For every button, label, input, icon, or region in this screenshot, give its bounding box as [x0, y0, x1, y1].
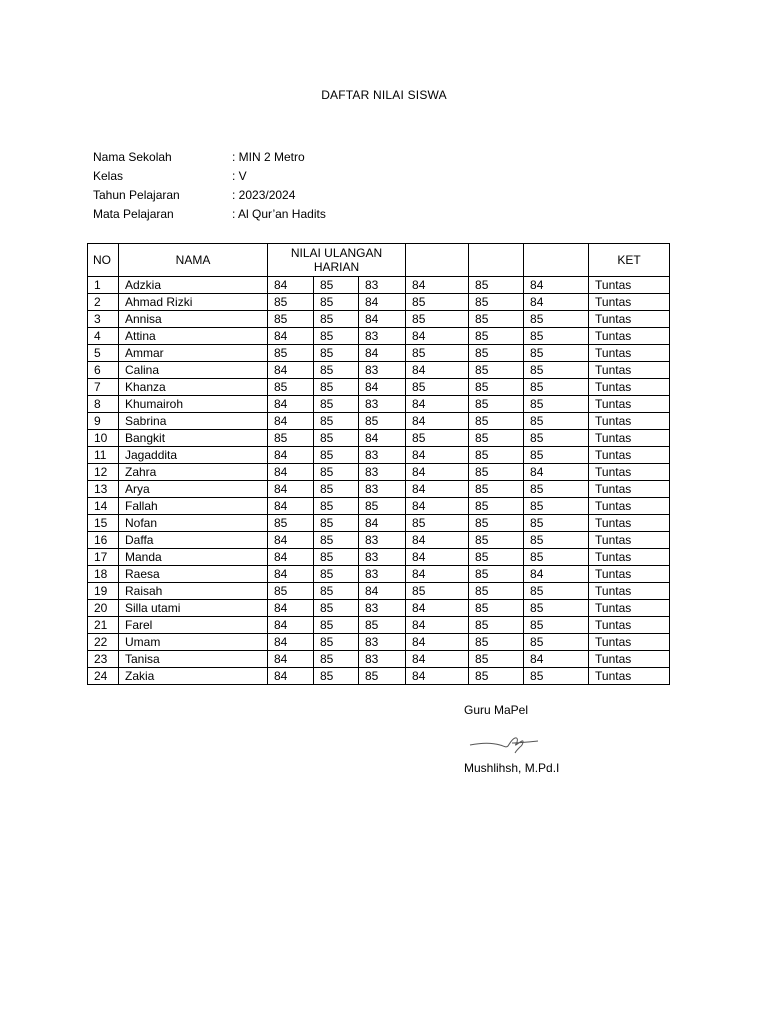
student-name-cell: Adzkia — [119, 277, 268, 294]
row-number-cell: 16 — [88, 532, 119, 549]
row-number-cell: 5 — [88, 345, 119, 362]
row-number-cell: 1 — [88, 277, 119, 294]
student-name-cell: Tanisa — [119, 651, 268, 668]
score-4-cell: 84 — [406, 413, 469, 430]
score-1-cell: 85 — [268, 583, 314, 600]
score-1-cell: 84 — [268, 362, 314, 379]
status-cell: Tuntas — [589, 379, 670, 396]
page-title: DAFTAR NILAI SISWA — [321, 88, 447, 102]
score-6-cell: 85 — [524, 311, 589, 328]
score-3-cell: 85 — [359, 413, 406, 430]
status-cell: Tuntas — [589, 515, 670, 532]
table-row — [88, 430, 670, 447]
score-5-cell: 85 — [469, 379, 524, 396]
table-row — [88, 396, 670, 413]
score-3-cell: 84 — [359, 379, 406, 396]
student-name-cell: Zakia — [119, 668, 268, 685]
score-6-cell: 84 — [524, 277, 589, 294]
score-2-cell: 85 — [314, 447, 359, 464]
student-name-cell: Raisah — [119, 583, 268, 600]
score-1-cell: 84 — [268, 396, 314, 413]
score-1-cell: 84 — [268, 481, 314, 498]
score-2-cell: 85 — [314, 634, 359, 651]
score-5-cell: 85 — [469, 328, 524, 345]
score-1-cell: 84 — [268, 566, 314, 583]
score-1-cell: 85 — [268, 430, 314, 447]
table-row — [88, 345, 670, 362]
status-cell: Tuntas — [589, 532, 670, 549]
row-number-cell: 12 — [88, 464, 119, 481]
table-row — [88, 447, 670, 464]
table-row — [88, 549, 670, 566]
row-number-cell: 19 — [88, 583, 119, 600]
table-row — [88, 379, 670, 396]
table-row — [88, 515, 670, 532]
score-6-cell: 85 — [524, 396, 589, 413]
score-4-cell: 84 — [406, 498, 469, 515]
table-row — [88, 532, 670, 549]
score-5-cell: 85 — [469, 668, 524, 685]
row-number-cell: 15 — [88, 515, 119, 532]
score-4-cell: 84 — [406, 464, 469, 481]
row-number-cell: 3 — [88, 311, 119, 328]
score-4-cell: 84 — [406, 549, 469, 566]
table-row — [88, 668, 670, 685]
student-name-cell: Daffa — [119, 532, 268, 549]
score-6-cell: 84 — [524, 294, 589, 311]
score-2-cell: 85 — [314, 413, 359, 430]
row-number-cell: 17 — [88, 549, 119, 566]
score-2-cell: 85 — [314, 583, 359, 600]
score-5-cell: 85 — [469, 464, 524, 481]
score-4-cell: 84 — [406, 634, 469, 651]
info-label: Tahun Pelajaran — [93, 188, 180, 202]
student-name-cell: Umam — [119, 634, 268, 651]
score-6-cell: 84 — [524, 651, 589, 668]
table-row — [88, 328, 670, 345]
score-5-cell: 85 — [469, 498, 524, 515]
score-1-cell: 85 — [268, 379, 314, 396]
table-row — [88, 651, 670, 668]
score-6-cell: 85 — [524, 617, 589, 634]
table-row — [88, 413, 670, 430]
score-4-cell: 84 — [406, 328, 469, 345]
status-cell: Tuntas — [589, 362, 670, 379]
score-6-cell: 85 — [524, 515, 589, 532]
table-row — [88, 583, 670, 600]
score-3-cell: 83 — [359, 600, 406, 617]
table-row — [88, 294, 670, 311]
table-row — [88, 566, 670, 583]
score-1-cell: 84 — [268, 413, 314, 430]
header-nama: NAMA — [119, 244, 268, 277]
score-3-cell: 85 — [359, 617, 406, 634]
score-1-cell: 84 — [268, 328, 314, 345]
score-5-cell: 85 — [469, 634, 524, 651]
score-2-cell: 85 — [314, 481, 359, 498]
row-number-cell: 4 — [88, 328, 119, 345]
score-3-cell: 84 — [359, 311, 406, 328]
score-3-cell: 84 — [359, 430, 406, 447]
header-empty — [524, 244, 589, 277]
status-cell: Tuntas — [589, 464, 670, 481]
row-number-cell: 24 — [88, 668, 119, 685]
score-2-cell: 85 — [314, 277, 359, 294]
score-5-cell: 85 — [469, 583, 524, 600]
score-1-cell: 84 — [268, 651, 314, 668]
score-6-cell: 85 — [524, 345, 589, 362]
score-6-cell: 85 — [524, 362, 589, 379]
score-6-cell: 85 — [524, 634, 589, 651]
score-4-cell: 85 — [406, 583, 469, 600]
score-2-cell: 85 — [314, 345, 359, 362]
grades-table — [87, 243, 670, 685]
status-cell: Tuntas — [589, 651, 670, 668]
school-info — [93, 148, 326, 224]
score-5-cell: 85 — [469, 549, 524, 566]
info-value: : MIN 2 Metro — [232, 150, 305, 164]
row-number-cell: 7 — [88, 379, 119, 396]
score-6-cell: 85 — [524, 413, 589, 430]
table-row — [88, 464, 670, 481]
score-4-cell: 84 — [406, 600, 469, 617]
score-2-cell: 85 — [314, 362, 359, 379]
score-2-cell: 85 — [314, 328, 359, 345]
header-nilai-line1: NILAI ULANGAN — [290, 246, 383, 260]
score-2-cell: 85 — [314, 600, 359, 617]
score-2-cell: 85 — [314, 532, 359, 549]
table-row — [88, 362, 670, 379]
status-cell: Tuntas — [589, 311, 670, 328]
student-name-cell: Raesa — [119, 566, 268, 583]
row-number-cell: 22 — [88, 634, 119, 651]
score-3-cell: 83 — [359, 549, 406, 566]
score-5-cell: 85 — [469, 481, 524, 498]
score-3-cell: 85 — [359, 498, 406, 515]
score-5-cell: 85 — [469, 651, 524, 668]
student-name-cell: Khanza — [119, 379, 268, 396]
score-1-cell: 84 — [268, 464, 314, 481]
status-cell: Tuntas — [589, 668, 670, 685]
score-4-cell: 85 — [406, 311, 469, 328]
row-number-cell: 23 — [88, 651, 119, 668]
score-6-cell: 85 — [524, 549, 589, 566]
score-6-cell: 85 — [524, 379, 589, 396]
score-5-cell: 85 — [469, 311, 524, 328]
score-3-cell: 83 — [359, 328, 406, 345]
score-1-cell: 84 — [268, 617, 314, 634]
status-cell: Tuntas — [589, 566, 670, 583]
score-4-cell: 84 — [406, 651, 469, 668]
score-2-cell: 85 — [314, 668, 359, 685]
row-number-cell: 13 — [88, 481, 119, 498]
score-2-cell: 85 — [314, 294, 359, 311]
score-3-cell: 83 — [359, 481, 406, 498]
status-cell: Tuntas — [589, 481, 670, 498]
info-label: Kelas — [93, 169, 124, 183]
score-3-cell: 83 — [359, 277, 406, 294]
row-number-cell: 8 — [88, 396, 119, 413]
score-5-cell: 85 — [469, 396, 524, 413]
student-name-cell: Ahmad Rizki — [119, 294, 268, 311]
student-name-cell: Bangkit — [119, 430, 268, 447]
score-2-cell: 85 — [314, 379, 359, 396]
student-name-cell: Khumairoh — [119, 396, 268, 413]
score-4-cell: 84 — [406, 362, 469, 379]
info-row-school — [93, 148, 326, 167]
score-3-cell: 84 — [359, 345, 406, 362]
header-empty — [406, 244, 469, 277]
score-5-cell: 85 — [469, 617, 524, 634]
status-cell: Tuntas — [589, 583, 670, 600]
score-2-cell: 85 — [314, 566, 359, 583]
score-6-cell: 84 — [524, 566, 589, 583]
score-5-cell: 85 — [469, 430, 524, 447]
table-row — [88, 498, 670, 515]
student-name-cell: Arya — [119, 481, 268, 498]
table-row — [88, 600, 670, 617]
student-name-cell: Annisa — [119, 311, 268, 328]
row-number-cell: 6 — [88, 362, 119, 379]
header-nilai-line2: HARIAN — [313, 260, 360, 274]
score-2-cell: 85 — [314, 651, 359, 668]
score-3-cell: 83 — [359, 464, 406, 481]
status-cell: Tuntas — [589, 345, 670, 362]
score-5-cell: 85 — [469, 345, 524, 362]
status-cell: Tuntas — [589, 413, 670, 430]
row-number-cell: 20 — [88, 600, 119, 617]
status-cell: Tuntas — [589, 328, 670, 345]
score-5-cell: 85 — [469, 532, 524, 549]
info-row-year — [93, 186, 326, 205]
student-name-cell: Sabrina — [119, 413, 268, 430]
row-number-cell: 9 — [88, 413, 119, 430]
score-4-cell: 84 — [406, 617, 469, 634]
header-ket: KET — [589, 244, 670, 277]
score-6-cell: 85 — [524, 600, 589, 617]
score-5-cell: 85 — [469, 566, 524, 583]
info-row-class — [93, 167, 326, 186]
signature-title: Guru MaPel — [464, 703, 529, 717]
score-6-cell: 85 — [524, 668, 589, 685]
score-1-cell: 84 — [268, 668, 314, 685]
table-row — [88, 277, 670, 294]
header-no: NO — [88, 244, 119, 277]
info-row-subject — [93, 205, 326, 224]
student-name-cell: Attina — [119, 328, 268, 345]
status-cell: Tuntas — [589, 396, 670, 413]
table-row — [88, 481, 670, 498]
table-header-row — [88, 244, 670, 277]
score-3-cell: 84 — [359, 294, 406, 311]
score-4-cell: 85 — [406, 379, 469, 396]
score-5-cell: 85 — [469, 277, 524, 294]
status-cell: Tuntas — [589, 600, 670, 617]
table-row — [88, 617, 670, 634]
status-cell: Tuntas — [589, 549, 670, 566]
row-number-cell: 10 — [88, 430, 119, 447]
student-name-cell: Farel — [119, 617, 268, 634]
score-1-cell: 85 — [268, 515, 314, 532]
score-2-cell: 85 — [314, 311, 359, 328]
score-1-cell: 84 — [268, 600, 314, 617]
student-name-cell: Fallah — [119, 498, 268, 515]
table-row — [88, 634, 670, 651]
score-4-cell: 85 — [406, 294, 469, 311]
score-3-cell: 83 — [359, 532, 406, 549]
status-cell: Tuntas — [589, 430, 670, 447]
score-1-cell: 85 — [268, 345, 314, 362]
table-row — [88, 311, 670, 328]
score-1-cell: 84 — [268, 532, 314, 549]
score-5-cell: 85 — [469, 362, 524, 379]
status-cell: Tuntas — [589, 617, 670, 634]
score-2-cell: 85 — [314, 617, 359, 634]
score-1-cell: 84 — [268, 634, 314, 651]
header-nilai — [268, 244, 406, 277]
score-5-cell: 85 — [469, 600, 524, 617]
student-name-cell: Jagaddita — [119, 447, 268, 464]
score-1-cell: 84 — [268, 277, 314, 294]
info-value: : Al Qur’an Hadits — [232, 207, 326, 221]
header-empty — [469, 244, 524, 277]
score-1-cell: 85 — [268, 311, 314, 328]
score-4-cell: 85 — [406, 345, 469, 362]
score-1-cell: 84 — [268, 549, 314, 566]
score-2-cell: 85 — [314, 464, 359, 481]
table-body — [88, 277, 670, 685]
score-4-cell: 84 — [406, 668, 469, 685]
score-6-cell: 85 — [524, 498, 589, 515]
status-cell: Tuntas — [589, 277, 670, 294]
status-cell: Tuntas — [589, 498, 670, 515]
score-5-cell: 85 — [469, 447, 524, 464]
info-label: Nama Sekolah — [93, 150, 172, 164]
score-3-cell: 84 — [359, 583, 406, 600]
status-cell: Tuntas — [589, 294, 670, 311]
score-6-cell: 85 — [524, 430, 589, 447]
score-4-cell: 85 — [406, 515, 469, 532]
score-3-cell: 84 — [359, 515, 406, 532]
score-1-cell: 85 — [268, 294, 314, 311]
score-1-cell: 84 — [268, 447, 314, 464]
score-4-cell: 84 — [406, 566, 469, 583]
score-2-cell: 85 — [314, 498, 359, 515]
score-5-cell: 85 — [469, 515, 524, 532]
score-1-cell: 84 — [268, 498, 314, 515]
row-number-cell: 18 — [88, 566, 119, 583]
student-name-cell: Manda — [119, 549, 268, 566]
score-4-cell: 84 — [406, 277, 469, 294]
student-name-cell: Nofan — [119, 515, 268, 532]
score-5-cell: 85 — [469, 294, 524, 311]
row-number-cell: 11 — [88, 447, 119, 464]
score-6-cell: 85 — [524, 583, 589, 600]
row-number-cell: 2 — [88, 294, 119, 311]
score-6-cell: 84 — [524, 464, 589, 481]
student-name-cell: Ammar — [119, 345, 268, 362]
student-name-cell: Zahra — [119, 464, 268, 481]
score-3-cell: 83 — [359, 396, 406, 413]
score-2-cell: 85 — [314, 396, 359, 413]
score-4-cell: 84 — [406, 447, 469, 464]
score-6-cell: 85 — [524, 328, 589, 345]
signature-name: Mushlihsh, M.Pd.I — [464, 761, 560, 775]
score-3-cell: 83 — [359, 447, 406, 464]
score-3-cell: 83 — [359, 634, 406, 651]
student-name-cell: Calina — [119, 362, 268, 379]
score-3-cell: 83 — [359, 651, 406, 668]
score-6-cell: 85 — [524, 447, 589, 464]
row-number-cell: 21 — [88, 617, 119, 634]
score-3-cell: 85 — [359, 668, 406, 685]
status-cell: Tuntas — [589, 634, 670, 651]
info-value: : 2023/2024 — [232, 188, 296, 202]
info-value: : V — [232, 169, 247, 183]
score-5-cell: 85 — [469, 413, 524, 430]
score-3-cell: 83 — [359, 566, 406, 583]
row-number-cell: 14 — [88, 498, 119, 515]
student-name-cell: Silla utami — [119, 600, 268, 617]
score-4-cell: 84 — [406, 396, 469, 413]
score-4-cell: 84 — [406, 532, 469, 549]
score-2-cell: 85 — [314, 430, 359, 447]
score-4-cell: 84 — [406, 481, 469, 498]
info-label: Mata Pelajaran — [93, 207, 174, 221]
handwritten-signature — [468, 731, 540, 755]
status-cell: Tuntas — [589, 447, 670, 464]
score-6-cell: 85 — [524, 532, 589, 549]
score-6-cell: 85 — [524, 481, 589, 498]
score-2-cell: 85 — [314, 515, 359, 532]
score-3-cell: 83 — [359, 362, 406, 379]
score-4-cell: 85 — [406, 430, 469, 447]
score-2-cell: 85 — [314, 549, 359, 566]
